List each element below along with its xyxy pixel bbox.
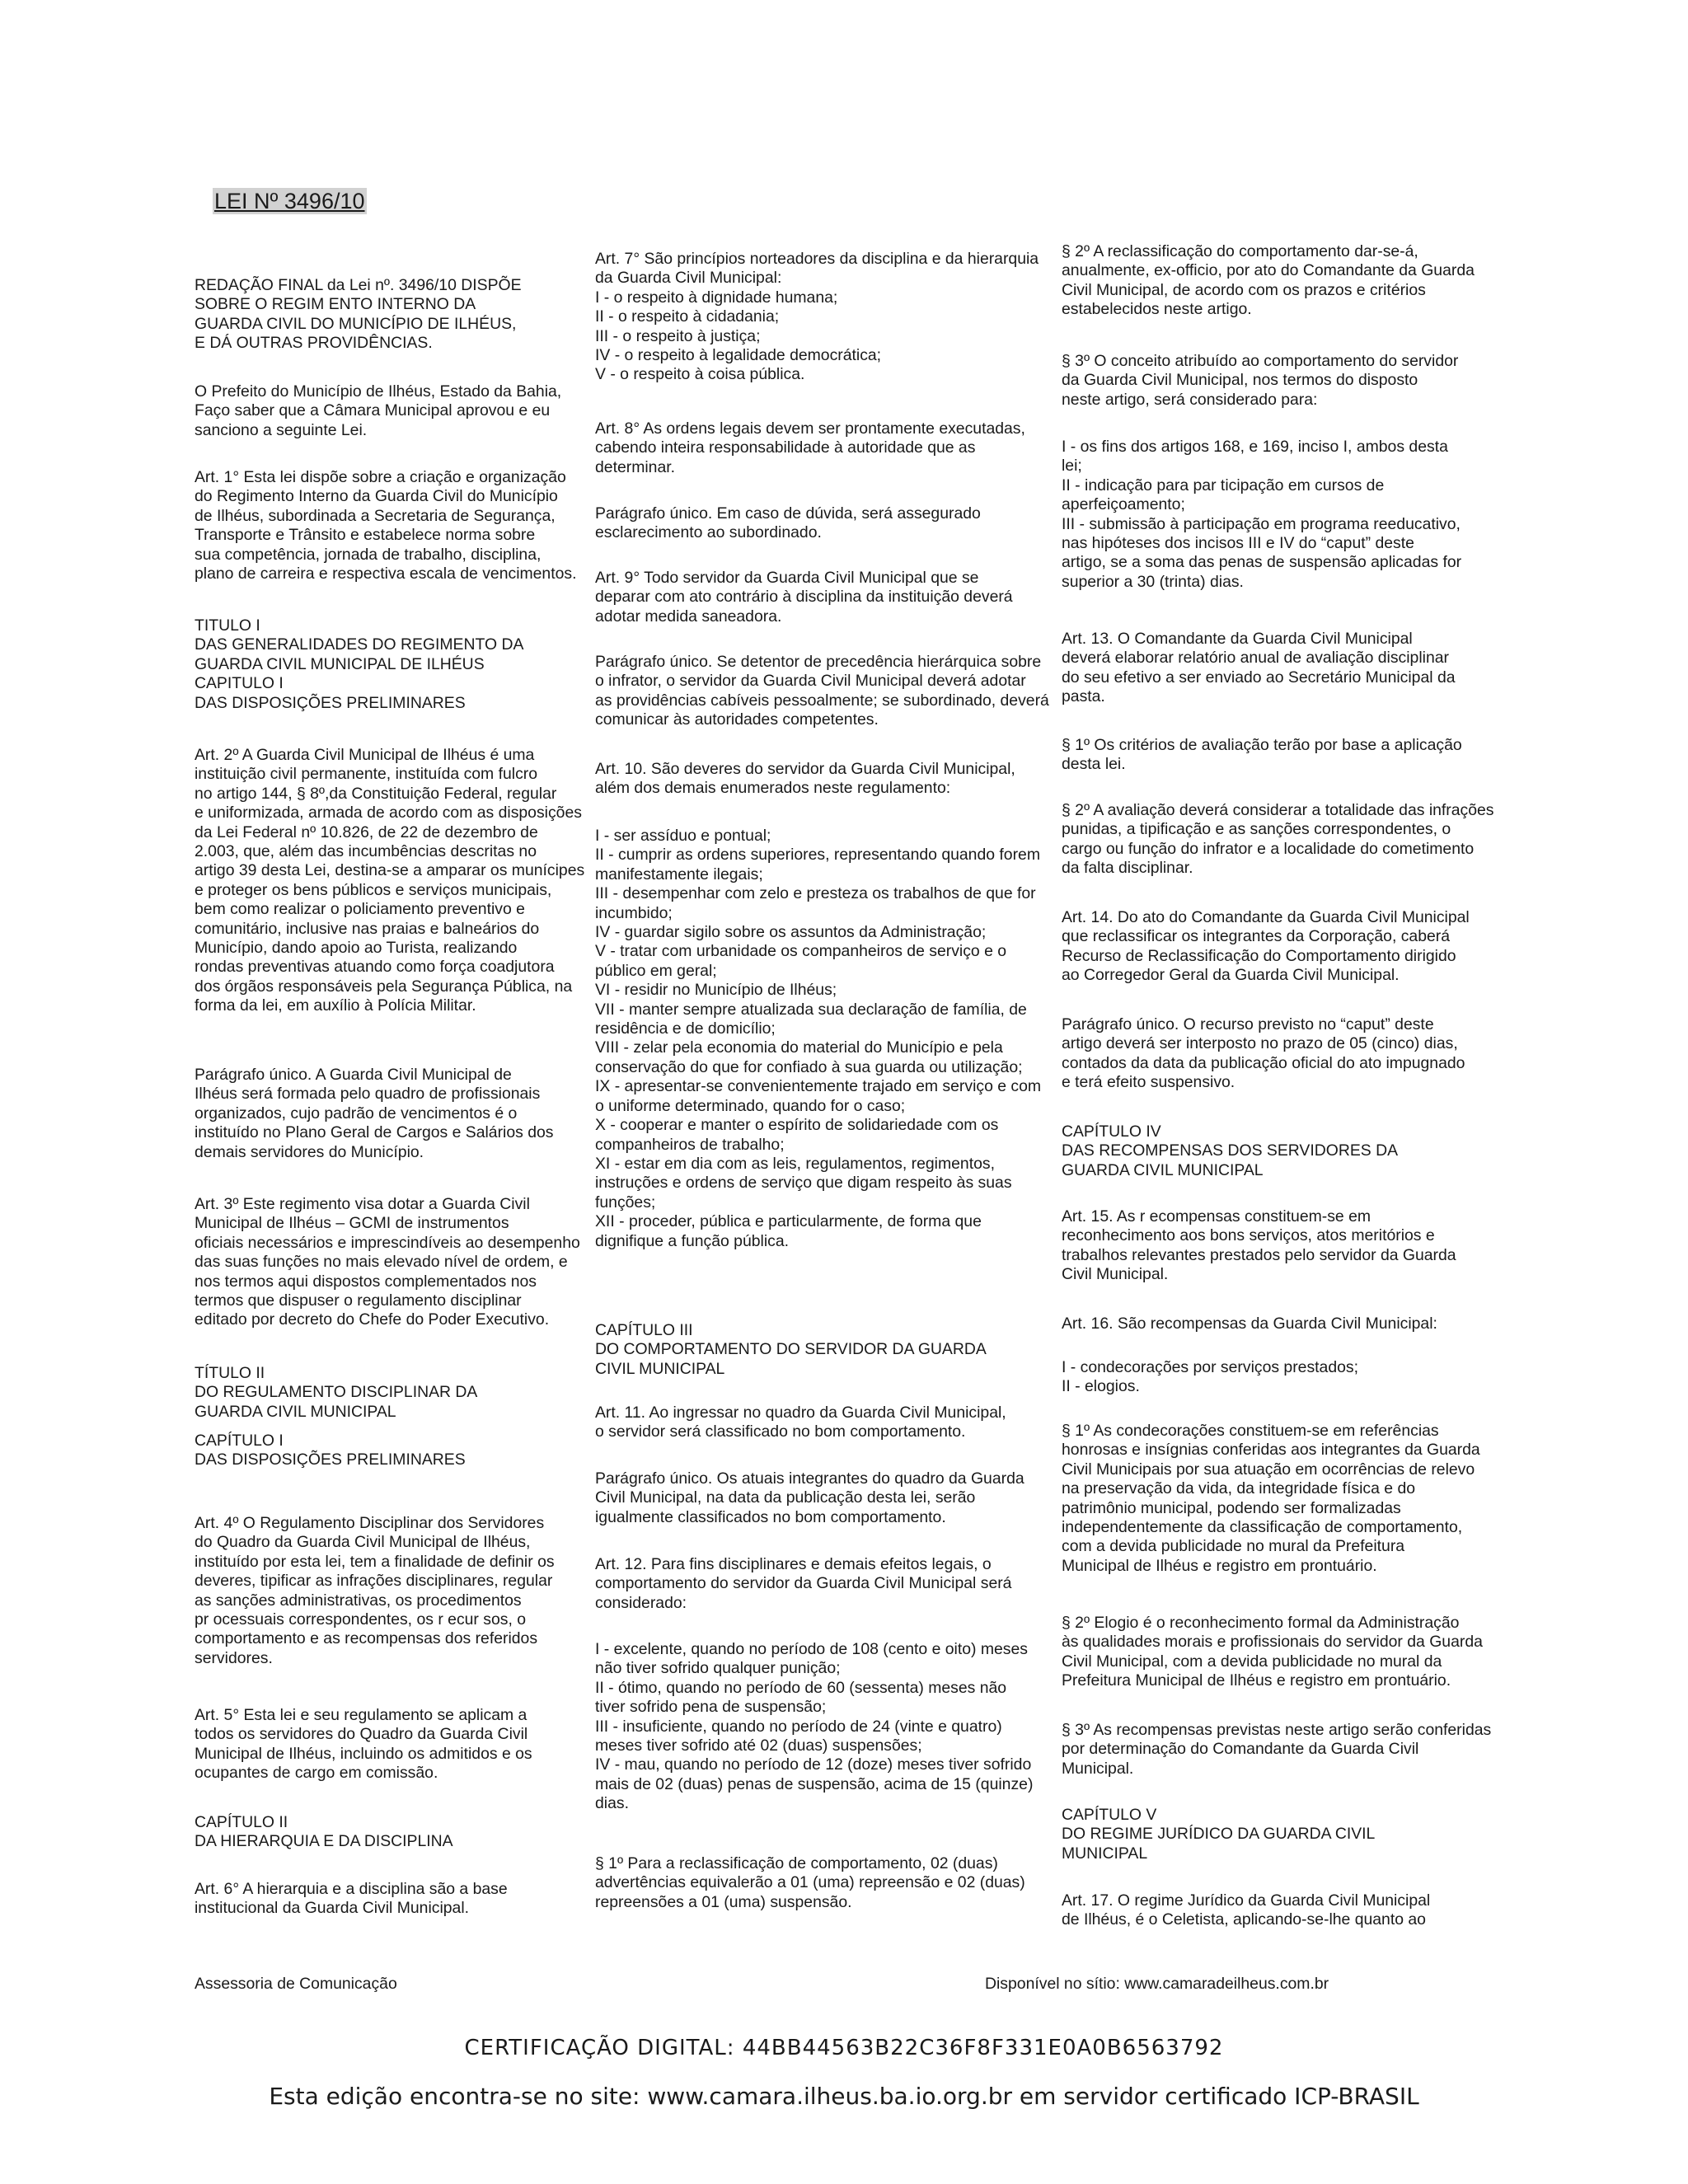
digital-certification: CERTIFICAÇÃO DIGITAL: 44BB44563B22C36F8F331E0A0B6563792	[464, 2036, 1224, 2060]
paragraph: CAPÍTULO III DO COMPORTAMENTO DO SERVIDOR DA GUARDA CIVIL MUNICIPAL	[595, 1321, 987, 1378]
paragraph: § 1º Os critérios de avaliação terão por base a aplicação desta lei.	[1062, 736, 1462, 774]
paragraph: § 3º As recompensas previstas neste artigo serão conferidas por determinação do Comandante da Guarda Civil Municipal.	[1062, 1721, 1492, 1778]
paragraph: Art. 11. Ao ingressar no quadro da Guarda Civil Municipal, o servidor será classificado no bom comportamento.	[595, 1404, 1006, 1441]
paragraph: I - condecorações por serviços prestados; II - elogios.	[1062, 1358, 1358, 1396]
paragraph: § 2º Elogio é o reconhecimento formal da Administração às qualidades morais e profissionais do servidor da Guarda Civil Municipal, com a devida publicidade no mural da Prefeitura Municipal de Ilhéus e registro em prontuário.	[1062, 1614, 1483, 1690]
paragraph: TITULO I DAS GENERALIDADES DO REGIMENTO DA GUARDA CIVIL MUNICIPAL DE ILHÉUS CAPITULO I DAS DISPOSIÇÕES PRELIMINARES	[195, 616, 524, 712]
law-title: LEI Nº 3496/10	[214, 189, 365, 213]
paragraph: CAPÍTULO IV DAS RECOMPENSAS DOS SERVIDORES DA GUARDA CIVIL MUNICIPAL	[1062, 1122, 1399, 1179]
paragraph: Art. 3º Este regimento visa dotar a Guarda Civil Municipal de Ilhéus – GCMI de instrumentos oficiais necessários e imprescindíveis ao desempenho das suas funções no mais elevado nível de ordem, e nos termos aqui dispostos complementados nos termos que dispuser o regulamento disciplinar editado por decreto do Chefe do Poder Executivo.	[195, 1195, 580, 1329]
paragraph: Art. 13. O Comandante da Guarda Civil Municipal deverá elaborar relatório anual de avaliação disciplinar do seu efetivo a ser enviado ao Secretário Municipal da pasta.	[1062, 630, 1456, 706]
paragraph: Parágrafo único. Se detentor de precedência hierárquica sobre o infrator, o servidor da Guarda Civil Municipal deverá adotar as providências cabíveis pessoalmente; se subordinado, deverá comunicar às autoridades competentes.	[595, 653, 1049, 729]
paragraph: Parágrafo único. A Guarda Civil Municipal de Ilhéus será formada pelo quadro de profissionais organizados, cujo padrão de vencimentos é o instituído no Plano Geral de Cargos e Salários dos demais servidores do Município.	[195, 1066, 554, 1161]
paragraph: Parágrafo único. Em caso de dúvida, será assegurado esclarecimento ao subordinado.	[595, 504, 981, 542]
paragraph: § 3º O conceito atribuído ao comportamento do servidor da Guarda Civil Municipal, nos termos do disposto neste artigo, será considerado para:	[1062, 352, 1459, 409]
paragraph: Art. 5° Esta lei e seu regulamento se aplicam a todos os servidores do Quadro da Guarda Civil Municipal de Ilhéus, incluindo os admitidos e os ocupantes de cargo em comissão.	[195, 1706, 532, 1783]
paragraph: REDAÇÃO FINAL da Lei nº. 3496/10 DISPÕE SOBRE O REGIM ENTO INTERNO DA GUARDA CIVIL DO MUNICÍPIO DE ILHÉUS, E DÁ OUTRAS PROVIDÊNCIAS.	[195, 276, 522, 353]
footer-publisher: Assessoria de Comunicação	[195, 1975, 397, 1993]
paragraph: Art. 2º A Guarda Civil Municipal de Ilhéus é uma instituição civil permanente, instituída com fulcro no artigo 144, § 8º,da Constituição Federal, regular e uniformizada, armada de acordo com as disposições da Lei Federal nº 10.826, de 22 de dezembro de 2.003, que, além das incumbências descritas no artigo 39 desta Lei, destina-se a amparar os munícipes e proteger os bens públicos e serviços municipais, bem como realizar o policiamento preventivo e comunitário, inclusive nas praias e balneários do Município, dando apoio ao Turista, realizando rondas preventivas atuando como força coadjutora dos órgãos responsáveis pela Segurança Pública, na forma da lei, em auxílio à Polícia Militar.	[195, 746, 585, 1015]
paragraph: Art. 12. Para fins disciplinares e demais efeitos legais, o comportamento do servidor da Guarda Civil Municipal será considerado:	[595, 1555, 1012, 1612]
edition-note: Esta edição encontra-se no site: www.camara.ilheus.ba.io.org.br em servidor certificado ICP-BRASIL	[269, 2083, 1419, 2110]
paragraph: CAPÍTULO II DA HIERARQUIA E DA DISCIPLINA	[195, 1813, 453, 1851]
paragraph: Art. 17. O regime Jurídico da Guarda Civil Municipal de Ilhéus, é o Celetista, aplicando-se-lhe quanto ao	[1062, 1891, 1431, 1929]
paragraph: Art. 4º O Regulamento Disciplinar dos Servidores do Quadro da Guarda Civil Municipal de Ilhéus, instituído por esta lei, tem a finalidade de definir os deveres, tipificar as infrações disciplinares, regular as sanções administrativas, os procedimentos pr ocessuais correspondentes, os r ecur sos, o comportamento e as recompensas dos referidos servidores.	[195, 1514, 555, 1667]
paragraph: Art. 1° Esta lei dispõe sobre a criação e organização do Regimento Interno da Guarda Civil do Município de Ilhéus, subordinada a Secretaria de Segurança, Transporte e Trânsito e estabelece norma sobre sua competência, jornada de trabalho, disciplina, plano de carreira e respectiva escala de vencimentos.	[195, 468, 577, 583]
paragraph: Parágrafo único. O recurso previsto no “caput” deste artigo deverá ser interposto no prazo de 05 (cinco) dias, contados da data da publicação oficial do ato impugnado e terá efeito suspensivo.	[1062, 1015, 1465, 1092]
paragraph: I - os fins dos artigos 168, e 169, inciso I, ambos desta lei; II - indicação para par ticipação em cursos de aperfeiçoamento; III - submissão à participação em programa reeducativo, nas hipóteses dos incisos III e IV do “caput” deste artigo, se a soma das penas de suspensão aplicadas for superior a 30 (trinta) dias.	[1062, 438, 1462, 591]
footer-website: Disponível no sítio: www.camaradeilheus.com.br	[985, 1975, 1329, 1993]
paragraph: Art. 6° A hierarquia e a disciplina são a base institucional da Guarda Civil Municipal.	[195, 1880, 508, 1918]
paragraph: Art. 10. São deveres do servidor da Guarda Civil Municipal, além dos demais enumerados neste regulamento:	[595, 760, 1015, 798]
paragraph: Art. 8° As ordens legais devem ser prontamente executadas, cabendo inteira responsabilidade à autoridade que as determinar.	[595, 419, 1025, 476]
paragraph: Art. 9° Todo servidor da Guarda Civil Municipal que se deparar com ato contrário à disciplina da instituição deverá adotar medida saneadora.	[595, 569, 1013, 626]
paragraph: § 1º As condecorações constituem-se em referências honrosas e insígnias conferidas aos integrantes da Guarda Civil Municipais por sua atuação em ocorrências de relevo na preservação da vida, da integridade física e do patrimônio municipal, podendo ser formalizadas independentemente da classificação de comportamento, com a devida publicidade no mural da Prefeitura Municipal de Ilhéus e registro em prontuário.	[1062, 1422, 1480, 1575]
paragraph: CAPÍTULO I DAS DISPOSIÇÕES PRELIMINARES	[195, 1432, 466, 1469]
paragraph: Art. 14. Do ato do Comandante da Guarda Civil Municipal que reclassificar os integrantes da Corporação, caberá Recurso de Reclassificação do Comportamento dirigido ao Corregedor Geral da Guarda Civil Municipal.	[1062, 908, 1470, 985]
paragraph: CAPÍTULO V DO REGIME JURÍDICO DA GUARDA CIVIL MUNICIPAL	[1062, 1806, 1376, 1863]
paragraph: § 2º A reclassificação do comportamento dar-se-á, anualmente, ex-officio, por ato do Comandante da Guarda Civil Municipal, de acordo com os prazos e critérios estabelecidos neste artigo.	[1062, 242, 1475, 319]
paragraph: O Prefeito do Município de Ilhéus, Estado da Bahia, Faço saber que a Câmara Municipal aprovou e eu sanciono a seguinte Lei.	[195, 382, 562, 439]
paragraph: I - excelente, quando no período de 108 (cento e oito) meses não tiver sofrido qualquer punição; II - ótimo, quando no período de 60 (sessenta) meses não tiver sofrido pena de suspensão; III - insuficiente, quando no período de 24 (vinte e quatro) meses tiver sofrido até 02 (duas) suspensões; IV - mau, quando no período de 12 (doze) meses tiver sofrido mais de 02 (duas) penas de suspensão, acima de 15 (quinze) dias.	[595, 1640, 1034, 1813]
paragraph: TÍTULO II DO REGULAMENTO DISCIPLINAR DA GUARDA CIVIL MUNICIPAL	[195, 1364, 478, 1421]
paragraph: § 1º Para a reclassificação de comportamento, 02 (duas) advertências equivalerão a 01 (uma) repreensão e 02 (duas) repreensões a 01 (uma) suspensão.	[595, 1854, 1025, 1911]
paragraph: Parágrafo único. Os atuais integrantes do quadro da Guarda Civil Municipal, na data da publicação desta lei, serão igualmente classificados no bom comportamento.	[595, 1469, 1025, 1526]
paragraph: Art. 16. São recompensas da Guarda Civil Municipal:	[1062, 1315, 1437, 1333]
paragraph: I - ser assíduo e pontual; II - cumprir as ordens superiores, representando quando forem manifestamente ilegais; III - desempenhar com zelo e presteza os trabalhos de que for incumbido; IV - guardar sigilo sobre os assuntos da Administração; V - tratar com urbanidade os companheiros de serviço e o público em geral; VI - residir no Município de Ilhéus; VII - manter sempre atualizada sua declaração de família, de residência e de domicílio; VIII - zelar pela economia do material do Município e pela conservação do que for confiado à sua guarda ou utilização; IX - apresentar-se convenientemente trajado em serviço e com o uniforme determinado, quando for o caso; X - cooperar e manter o espírito de solidariedade com os companheiros de trabalho; XI - estar em dia com as leis, regulamentos, regimentos, instruções e ordens de serviço que digam respeito às suas funções; XII - proceder, pública e particularmente, de forma que dignifique a função pública.	[595, 827, 1042, 1250]
paragraph: Art. 7° São princípios norteadores da disciplina e da hierarquia da Guarda Civil Municipal: I - o respeito à dignidade humana; II - o respeito à cidadania; III - o respeito à justiça; IV - o respeito à legalidade democrática; V - o respeito à coisa pública.	[595, 250, 1039, 384]
paragraph: § 2º A avaliação deverá considerar a totalidade das infrações punidas, a tipificação e as sanções correspondentes, o cargo ou função do infrator e a localidade do cometimento da falta disciplinar.	[1062, 801, 1494, 878]
paragraph: Art. 15. As r ecompensas constituem-se em reconhecimento aos bons serviços, atos meritórios e trabalhos relevantes prestados pelo servidor da Guarda Civil Municipal.	[1062, 1207, 1456, 1284]
